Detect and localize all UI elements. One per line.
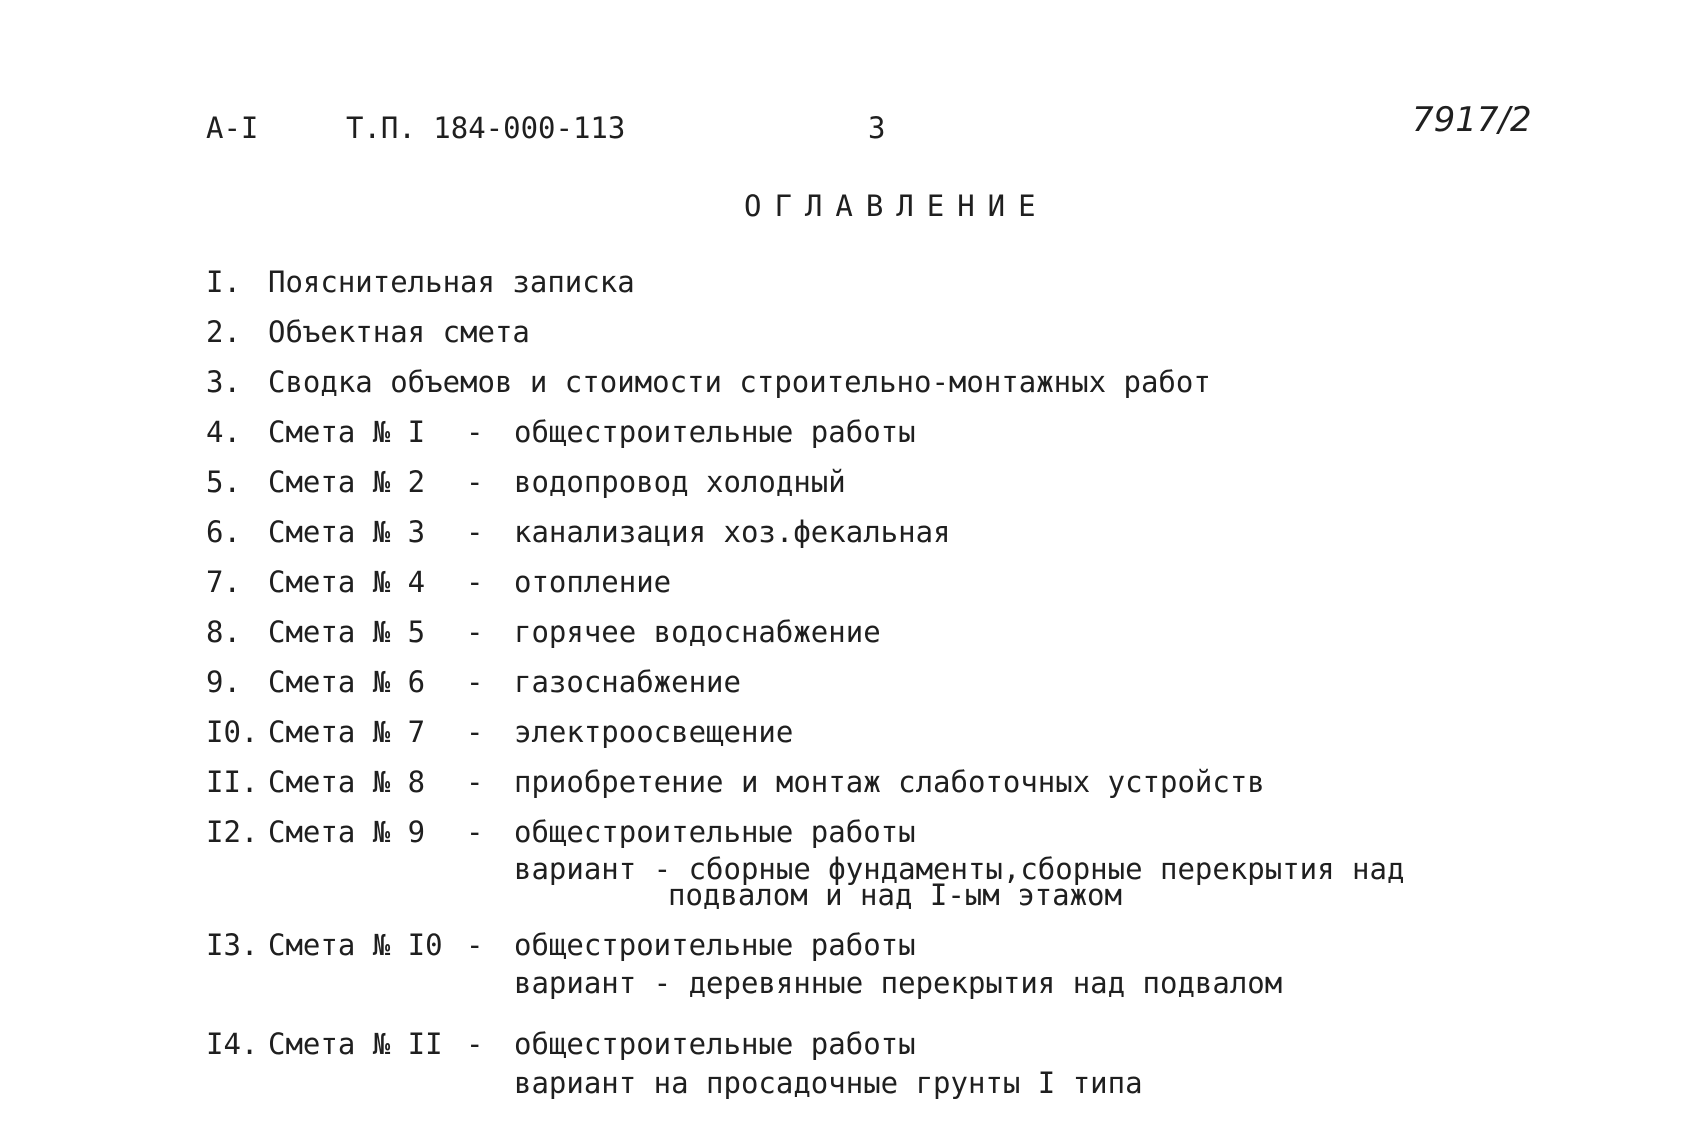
toc-item-estimate: Смета № 7 (268, 715, 426, 749)
document-number: 7917/2 (1412, 100, 1532, 140)
variant-line: вариант - деревянные перекрытия над подвалом (514, 966, 1283, 1000)
toc-item-variant (514, 1066, 1143, 1100)
variant-line: вариант на просадочные грунты I типа (514, 1066, 1143, 1100)
toc-item (0, 412, 1692, 452)
toc-item-dash: - (466, 665, 484, 699)
variant-line: подвалом и над I-ым этажом (668, 878, 1122, 912)
page-number: 3 (868, 111, 886, 145)
toc-item-description: газоснабжение (514, 665, 741, 699)
toc-item-number: I. (206, 265, 241, 299)
toc-item-description: электроосвещение (514, 715, 794, 749)
toc-item-variant (514, 966, 1283, 1000)
toc-item (0, 362, 1692, 402)
toc-item-description: горячее водоснабжение (514, 615, 881, 649)
toc-item (0, 925, 1692, 965)
toc-item-estimate: Смета № I0 (268, 928, 443, 962)
sheet-label: А-I (206, 111, 259, 145)
page-title: ОГЛАВЛЕНИЕ (744, 189, 1049, 223)
toc-item (0, 1024, 1692, 1064)
toc-item-dash: - (466, 815, 484, 849)
toc-item-description: общестроительные работы (514, 815, 916, 849)
toc-item (0, 312, 1692, 352)
toc-item-variant (514, 852, 1405, 912)
toc-item-number: 2. (206, 315, 241, 349)
toc-item-estimate: Смета № 8 (268, 765, 426, 799)
toc-item-description: приобретение и монтаж слаботочных устройств (514, 765, 1265, 799)
toc-item (0, 262, 1692, 302)
toc-item-dash: - (466, 515, 484, 549)
toc-item-number: 7. (206, 565, 241, 599)
toc-item-description: общестроительные работы (514, 415, 916, 449)
toc-item (0, 662, 1692, 702)
toc-item-number: I3. (206, 928, 259, 962)
project-code: Т.П. 184-000-113 (346, 111, 626, 145)
toc-item-estimate: Смета № II (268, 1027, 443, 1061)
toc-item (0, 812, 1692, 852)
toc-item (0, 612, 1692, 652)
toc-item-number: I4. (206, 1027, 259, 1061)
toc-item-number: I2. (206, 815, 259, 849)
toc-item-estimate: Смета № 3 (268, 515, 426, 549)
toc-item-dash: - (466, 928, 484, 962)
toc-item-estimate: Смета № 6 (268, 665, 426, 699)
toc-item-estimate: Смета № I (268, 415, 426, 449)
toc-item-number: 4. (206, 415, 241, 449)
toc-item-description: общестроительные работы (514, 1027, 916, 1061)
toc-item-text: Сводка объемов и стоимости строительно-монтажных работ (268, 365, 1211, 399)
toc-item-number: 6. (206, 515, 241, 549)
toc-item-text: Пояснительная записка (268, 265, 635, 299)
toc-item-dash: - (466, 615, 484, 649)
toc-item-dash: - (466, 1027, 484, 1061)
toc-item-number: 8. (206, 615, 241, 649)
toc-item-dash: - (466, 465, 484, 499)
toc-item-estimate: Смета № 4 (268, 565, 426, 599)
toc-item-estimate: Смета № 2 (268, 465, 426, 499)
toc-item-dash: - (466, 765, 484, 799)
variant-line: вариант - сборные фундаменты,сборные перекрытия над (514, 852, 1405, 886)
toc-item-estimate: Смета № 9 (268, 815, 426, 849)
toc-item (0, 562, 1692, 602)
toc-item-description: водопровод холодный (514, 465, 846, 499)
toc-item (0, 512, 1692, 552)
toc-item-estimate: Смета № 5 (268, 615, 426, 649)
toc-item-number: 9. (206, 665, 241, 699)
toc-item-number: I0. (206, 715, 259, 749)
toc-item (0, 712, 1692, 752)
toc-item-description: общестроительные работы (514, 928, 916, 962)
toc-item-number: 3. (206, 365, 241, 399)
toc-item-description: отопление (514, 565, 672, 599)
toc-item-text: Объектная смета (268, 315, 530, 349)
toc-item (0, 462, 1692, 502)
toc-item-number: 5. (206, 465, 241, 499)
toc-item (0, 762, 1692, 802)
toc-item-description: канализация хоз.фекальная (514, 515, 951, 549)
toc-item-number: II. (206, 765, 259, 799)
toc-item-dash: - (466, 565, 484, 599)
toc-item-dash: - (466, 715, 484, 749)
toc-item-dash: - (466, 415, 484, 449)
